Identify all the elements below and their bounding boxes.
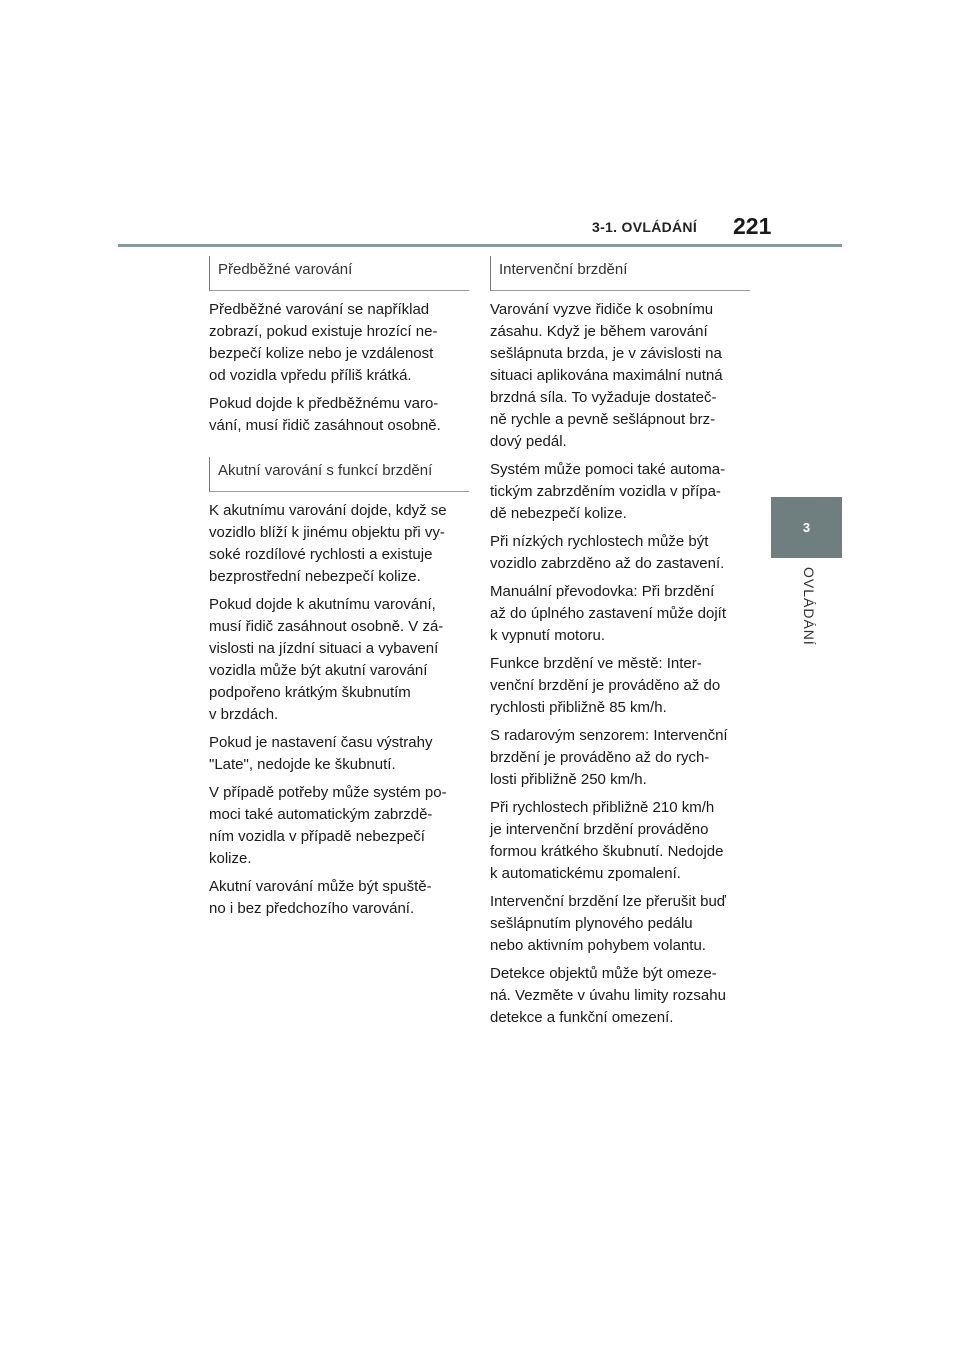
paragraph: S radarovým senzorem: Intervenční brzdění je prováděno až do rych- losti přibližně 250 km/h. <box>490 727 728 788</box>
chapter-title: 3-1. OVLÁDÁNÍ <box>592 219 698 235</box>
paragraph: Pokud dojde k předběžnému varo- vání, musí řidič zasáhnout osobně. <box>209 395 441 434</box>
paragraph: K akutnímu varování dojde, když se vozidlo blíží k jinému objektu při vy- soké rozdílové rychlosti a existuje bezprostřední nebezpečí kolize. <box>209 502 447 585</box>
chapter-tab <box>771 497 842 558</box>
section-heading-intervencni-brzdeni: Intervenční brzdění <box>490 256 750 291</box>
paragraph: Akutní varování může být spuště- no i bez předchozího varování. <box>209 878 432 917</box>
left-column <box>209 256 469 926</box>
chapter-tab-number: 3 <box>802 520 811 535</box>
paragraph: Funkce brzdění ve městě: Inter- venční brzdění je prováděno až do rychlosti přibližně 85 km/h. <box>490 655 721 716</box>
paragraph: Pokud je nastavení času výstrahy "Late", nedojde ke škubnutí. <box>209 734 433 773</box>
section-heading-predbezne-varovani: Předběžné varování <box>209 256 469 291</box>
header-divider <box>118 244 842 247</box>
section-spacer <box>209 443 469 457</box>
page-number: 221 <box>733 213 772 239</box>
paragraph: Předběžné varování se například zobrazí, pokud existuje hrozící ne- bezpečí kolize nebo je vzdálenost od vozidla vpředu příliš krátká. <box>209 301 438 384</box>
paragraph: Při rychlostech přibližně 210 km/h je intervenční brzdění prováděno formou krátkého škubnutí. Nedojde k automatickému zpomalení. <box>490 799 724 882</box>
paragraph: Při nízkých rychlostech může být vozidlo zabrzděno až do zastavení. <box>490 533 725 572</box>
paragraph: Detekce objektů může být omeze- ná. Vezměte v úvahu limity rozsahu detekce a funkční omezení. <box>490 965 726 1026</box>
paragraph: V případě potřeby může systém po- moci také automatickým zabrzdě- ním vozidla v případě nebezpečí kolize. <box>209 784 447 867</box>
paragraph: Varování vyzve řidiče k osobnímu zásahu. Když je během varování sešlápnuta brzda, je v závislosti na situaci aplikována maximální nutná brzdná síla. To vyžaduje dostateč- ně rychle a pevně sešlápnout brz- dový pedál. <box>490 301 723 450</box>
right-column <box>490 256 750 1035</box>
paragraph: Manuální převodovka: Při brzdění až do úplného zastavení může dojít k vypnutí motoru. <box>490 583 726 644</box>
chapter-tab-label: OVLÁDÁNÍ <box>801 567 817 646</box>
paragraph: Systém může pomoci také automa- tickým zabrzděním vozidla v přípa- dě nebezpečí kolize. <box>490 461 726 522</box>
section-heading-akutni-varovani: Akutní varování s funkcí brzdění <box>209 457 469 492</box>
paragraph: Intervenční brzdění lze přerušit buď sešlápnutím plynového pedálu nebo aktivním pohybem volantu. <box>490 893 727 954</box>
paragraph: Pokud dojde k akutnímu varování, musí řidič zasáhnout osobně. V zá- vislosti na jízdní situaci a vybavení vozidla může být akutní varování podpořeno krátkým škubnutím v brzdách. <box>209 596 444 723</box>
